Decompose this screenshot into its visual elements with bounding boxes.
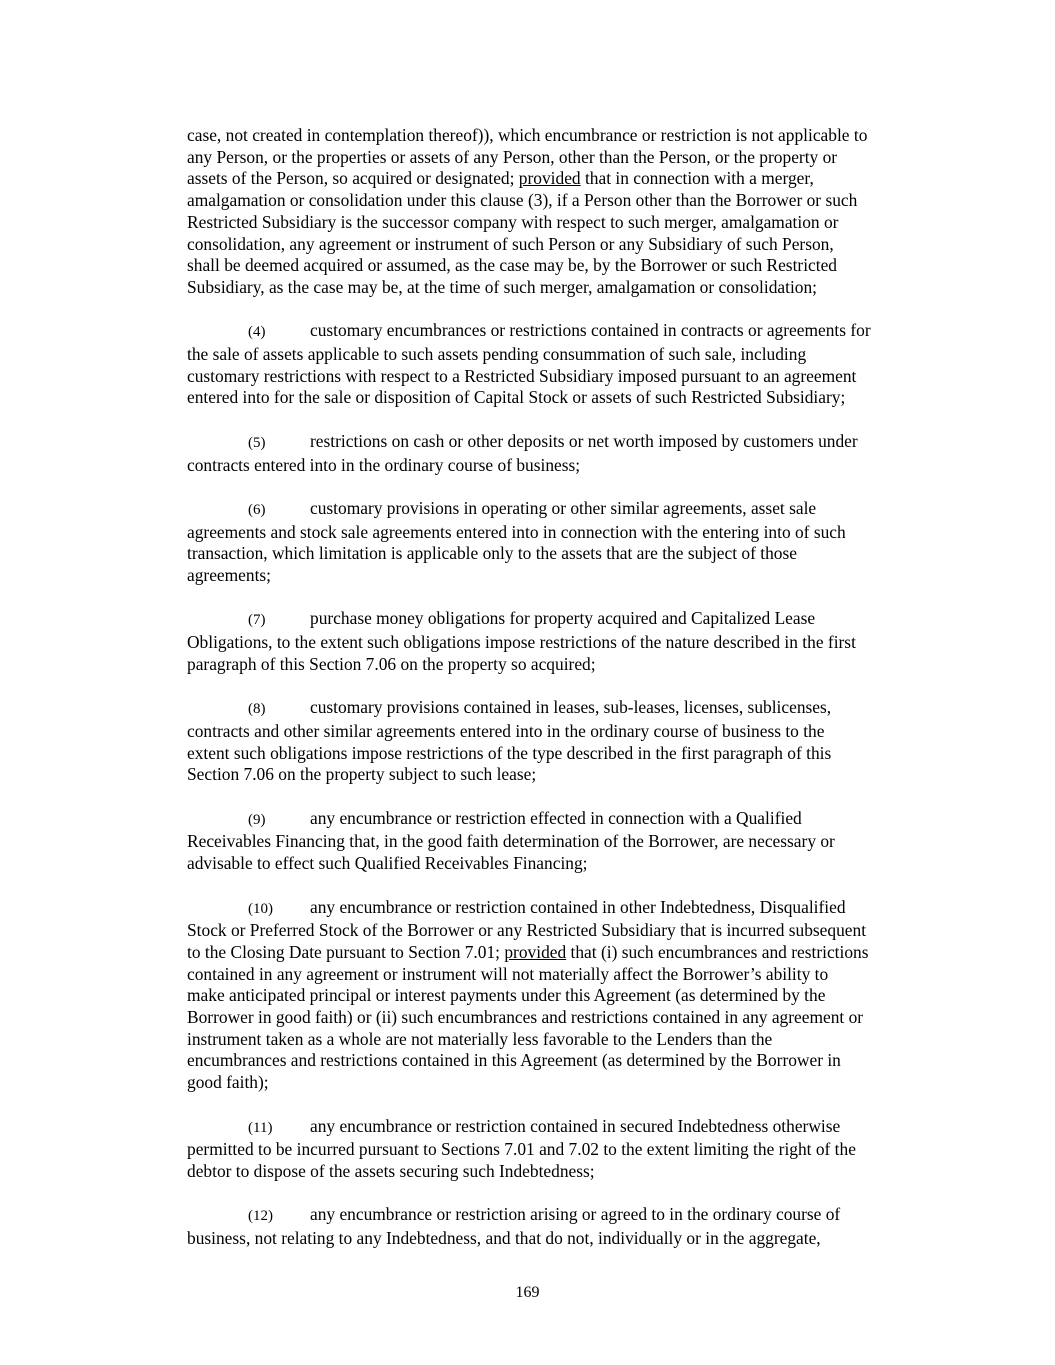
text-segment: restrictions on cash or other deposits or net worth imposed by customers under bbox=[310, 430, 858, 451]
text-line bbox=[187, 147, 935, 169]
clause-paragraph bbox=[187, 1204, 935, 1249]
text-segment: that (i) such encumbrances and restrictions bbox=[566, 941, 869, 962]
text-segment: transaction, which limitation is applicable only to the assets that are the subject of those bbox=[187, 543, 797, 564]
text-segment: any encumbrance or restriction arising or agreed to in the ordinary course of bbox=[310, 1204, 841, 1225]
clause-paragraph bbox=[187, 431, 935, 476]
text-segment: encumbrances and restrictions contained in this Agreement (as determined by the Borrower in bbox=[187, 1050, 841, 1071]
text-line bbox=[187, 964, 935, 986]
text-line bbox=[187, 1139, 935, 1161]
document-body bbox=[187, 125, 935, 1271]
text-segment: agreements; bbox=[187, 565, 272, 586]
text-line bbox=[187, 632, 935, 654]
text-segment: entered into for the sale or disposition of Capital Stock or assets of such Restricted Subsidiary; bbox=[187, 387, 846, 408]
text-segment: contracts and other similar agreements entered into in the ordinary course of business to the bbox=[187, 720, 825, 741]
text-segment: purchase money obligations for property acquired and Capitalized Lease bbox=[310, 608, 816, 629]
text-segment: paragraph of this Section 7.06 on the property so acquired; bbox=[187, 653, 596, 674]
text-segment: permitted to be incurred pursuant to Sections 7.01 and 7.02 to the extent limiting the right of the bbox=[187, 1139, 856, 1160]
text-line bbox=[187, 1050, 935, 1072]
text-line bbox=[187, 543, 935, 565]
text-line bbox=[187, 697, 935, 721]
text-segment: any Person, or the properties or assets of any Person, other than the Person, or the property or bbox=[187, 146, 838, 167]
text-segment: instrument taken as a whole are not materially less favorable to the Lenders than the bbox=[187, 1028, 773, 1049]
text-segment: any encumbrance or restriction contained in other Indebtedness, Disqualified bbox=[310, 896, 846, 917]
text-segment: shall be deemed acquired or assumed, as the case may be, by the Borrower or such Restricted bbox=[187, 255, 837, 276]
text-line bbox=[187, 1029, 935, 1051]
text-segment: Stock or Preferred Stock of the Borrower or any Restricted Subsidiary that is incurred subsequent bbox=[187, 920, 867, 941]
text-segment: customary restrictions with respect to a Restricted Subsidiary imposed pursuant to an agreement bbox=[187, 365, 857, 386]
text-line bbox=[187, 125, 935, 147]
text-line bbox=[187, 743, 935, 765]
text-segment: consolidation, any agreement or instrument of such Person or any Subsidiary of such Person, bbox=[187, 233, 834, 254]
text-segment: Restricted Subsidiary is the successor company with respect to such merger, amalgamation or bbox=[187, 211, 839, 232]
text-line bbox=[187, 654, 935, 676]
page-number: 169 bbox=[515, 1284, 540, 1301]
text-segment: the sale of assets applicable to such assets pending consummation of such sale, including bbox=[187, 344, 807, 365]
text-segment: Obligations, to the extent such obligations impose restrictions of the nature described in the first bbox=[187, 632, 856, 653]
clause-paragraph bbox=[187, 808, 935, 875]
text-segment: customary encumbrances or restrictions contained in contracts or agreements for bbox=[310, 320, 871, 341]
text-line bbox=[187, 431, 935, 455]
text-segment: good faith); bbox=[187, 1072, 269, 1093]
text-line bbox=[187, 522, 935, 544]
text-line bbox=[187, 1161, 935, 1183]
text-segment: amalgamation or consolidation under this clause (3), if a Person other than the Borrower or such bbox=[187, 190, 858, 211]
text-line bbox=[187, 1204, 935, 1228]
clause-paragraph bbox=[187, 697, 935, 786]
clause-number: (4) bbox=[248, 324, 266, 341]
text-line bbox=[187, 808, 935, 832]
text-line bbox=[187, 1007, 935, 1029]
text-line bbox=[187, 942, 935, 964]
text-line bbox=[187, 985, 935, 1007]
clause-number: (10) bbox=[248, 900, 273, 917]
text-line bbox=[187, 897, 935, 921]
text-line bbox=[187, 853, 935, 875]
clause-paragraph bbox=[187, 320, 935, 409]
text-line bbox=[187, 764, 935, 786]
text-line bbox=[187, 608, 935, 632]
text-segment: to the Closing Date pursuant to Section 7.01; bbox=[187, 941, 505, 962]
text-segment: contained in any agreement or instrument will not materially affect the Borrower’s ability to bbox=[187, 963, 829, 984]
text-line bbox=[187, 344, 935, 366]
text-segment: customary provisions in operating or other similar agreements, asset sale bbox=[310, 497, 817, 518]
continuation-paragraph bbox=[187, 125, 935, 299]
text-segment: contracts entered into in the ordinary course of business; bbox=[187, 454, 581, 475]
clause-paragraph bbox=[187, 897, 935, 1094]
clause-number: (12) bbox=[248, 1208, 273, 1225]
clause-paragraph bbox=[187, 608, 935, 675]
text-segment: that in connection with a merger, bbox=[580, 168, 814, 189]
text-segment: Borrower in good faith) or (ii) such encumbrances and restrictions contained in any agreement or bbox=[187, 1007, 864, 1028]
text-line bbox=[187, 1116, 935, 1140]
clause-number: (7) bbox=[248, 612, 266, 629]
text-segment: extent such obligations impose restrictions of the type described in the first paragraph of this bbox=[187, 742, 832, 763]
text-line bbox=[187, 1072, 935, 1094]
text-line bbox=[187, 168, 935, 190]
underlined-term: provided bbox=[518, 168, 581, 189]
text-line bbox=[187, 387, 935, 409]
text-line bbox=[187, 498, 935, 522]
text-line bbox=[187, 721, 935, 743]
text-line bbox=[187, 190, 935, 212]
text-segment: assets of the Person, so acquired or designated; bbox=[187, 168, 519, 189]
text-line bbox=[187, 255, 935, 277]
text-line bbox=[187, 366, 935, 388]
text-line bbox=[187, 234, 935, 256]
text-segment: advisable to effect such Qualified Receivables Financing; bbox=[187, 853, 588, 874]
text-segment: make anticipated principal or interest payments under this Agreement (as determined by the bbox=[187, 985, 826, 1006]
clause-number: (8) bbox=[248, 701, 266, 718]
text-line bbox=[187, 212, 935, 234]
clause-number: (9) bbox=[248, 811, 266, 828]
clause-number: (6) bbox=[248, 501, 266, 518]
text-segment: any encumbrance or restriction contained in secured Indebtedness otherwise bbox=[310, 1115, 841, 1136]
text-segment: any encumbrance or restriction effected in connection with a Qualified bbox=[310, 807, 802, 828]
text-segment: case, not created in contemplation thereof)), which encumbrance or restriction is not applicable to bbox=[187, 125, 868, 145]
underlined-term: provided bbox=[504, 941, 567, 962]
text-line bbox=[187, 831, 935, 853]
text-segment: business, not relating to any Indebtedness, and that do not, individually or in the aggregate, bbox=[187, 1228, 821, 1249]
text-line bbox=[187, 455, 935, 477]
text-line bbox=[187, 565, 935, 587]
clause-number: (5) bbox=[248, 434, 266, 451]
text-segment: Subsidiary, as the case may be, at the time of such merger, amalgamation or consolidation; bbox=[187, 276, 818, 297]
text-segment: agreements and stock sale agreements entered into in connection with the entering into of such bbox=[187, 521, 846, 542]
text-line bbox=[187, 320, 935, 344]
text-segment: Section 7.06 on the property subject to such lease; bbox=[187, 764, 537, 785]
text-line bbox=[187, 277, 935, 299]
text-segment: customary provisions contained in leases, sub-leases, licenses, sublicenses, bbox=[310, 697, 832, 718]
text-line bbox=[187, 920, 935, 942]
clause-paragraph bbox=[187, 498, 935, 587]
text-line bbox=[187, 1228, 935, 1250]
clause-number: (11) bbox=[248, 1119, 273, 1136]
clause-paragraph bbox=[187, 1116, 935, 1183]
text-segment: Receivables Financing that, in the good faith determination of the Borrower, are necessary or bbox=[187, 831, 835, 852]
text-segment: debtor to dispose of the assets securing such Indebtedness; bbox=[187, 1160, 595, 1181]
